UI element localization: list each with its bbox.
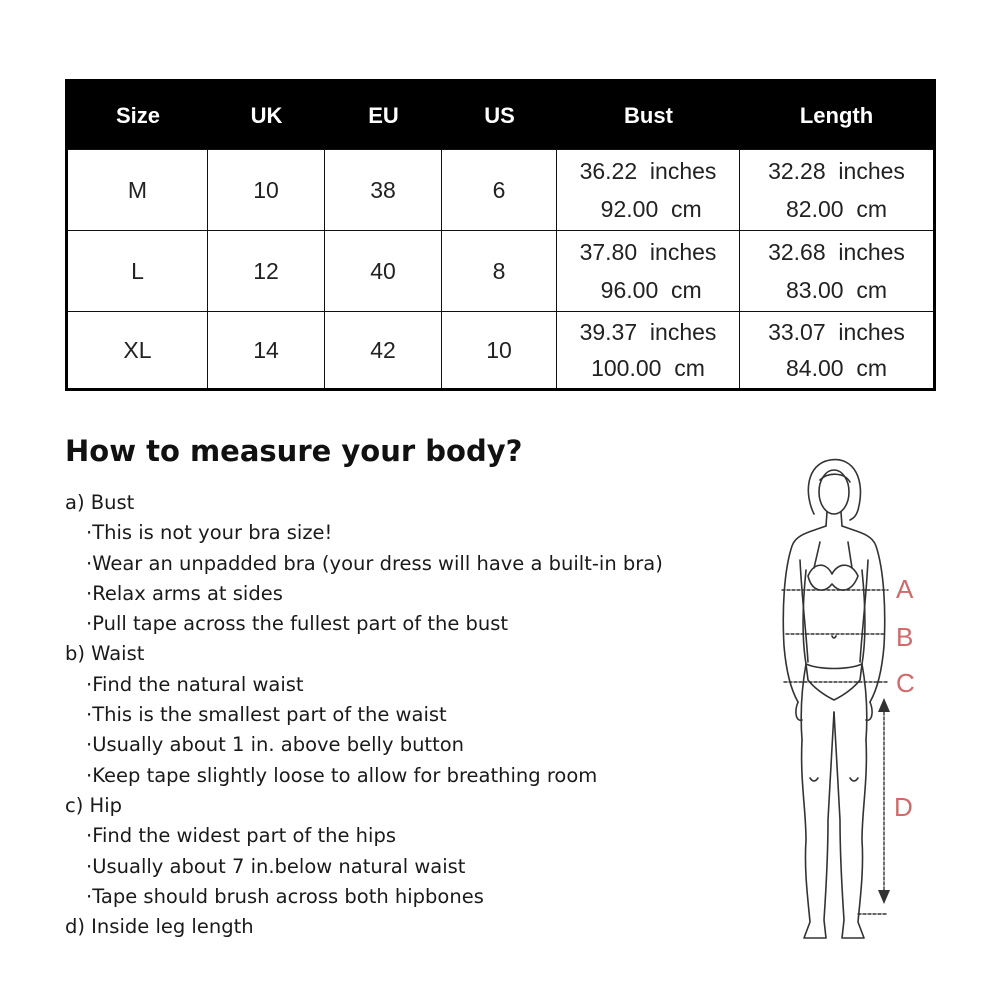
- cell-length: [740, 311, 933, 388]
- cell-eu: 42: [325, 311, 442, 388]
- cell-size: L: [68, 230, 208, 311]
- section-label-hip: c) Hip: [65, 793, 122, 817]
- header-eu: EU: [325, 82, 442, 149]
- measurement-lines: [782, 590, 888, 914]
- cell-bust: [557, 230, 740, 311]
- marker-d: D: [894, 792, 913, 822]
- bust-cm: 100.00 cm: [591, 354, 705, 381]
- guide-title: How to measure your body?: [65, 434, 523, 468]
- cell-bust: [557, 311, 740, 388]
- tip-item: ·Usually about 7 in.below natural waist: [86, 854, 466, 878]
- length-inches: 32.68 inches: [768, 238, 905, 265]
- bust-cm: 92.00 cm: [594, 195, 702, 222]
- marker-c: C: [896, 668, 915, 698]
- section-label-inside-leg: d) Inside leg length: [65, 915, 254, 939]
- length-inches: 32.28 inches: [768, 157, 905, 184]
- cell-length: [740, 149, 933, 230]
- tip-item: ·Pull tape across the fullest part of the bust: [86, 612, 509, 636]
- cell-eu: 40: [325, 230, 442, 311]
- tip-item: ·This is not your bra size!: [86, 521, 333, 545]
- cell-us: 8: [442, 230, 557, 311]
- tip-item: ·Usually about 1 in. above belly button: [86, 733, 465, 757]
- cell-size: M: [68, 149, 208, 230]
- header-us: US: [442, 82, 557, 149]
- cell-us: 6: [442, 149, 557, 230]
- bust-inches: 37.80 inches: [579, 238, 717, 265]
- tip-item: ·This is the smallest part of the waist: [86, 703, 447, 727]
- section-label-waist: b) Waist: [65, 642, 145, 666]
- marker-b: B: [896, 622, 914, 652]
- header-bust: Bust: [557, 82, 740, 149]
- cell-us: 10: [442, 311, 557, 388]
- inside-leg-arrow: [878, 698, 890, 904]
- cell-bust: [557, 149, 740, 230]
- tip-item: ·Tape should brush across both hipbones: [86, 884, 484, 908]
- body-measurement-figure: [762, 450, 942, 950]
- bust-inches: 36.22 inches: [579, 157, 717, 184]
- tip-item: ·Find the natural waist: [86, 672, 304, 696]
- tip-item: ·Wear an unpadded bra (your dress will have a built-in bra): [86, 551, 663, 575]
- header-uk: UK: [208, 82, 325, 149]
- header-length: Length: [740, 82, 933, 149]
- cell-size: XL: [68, 311, 208, 388]
- cell-uk: 10: [208, 149, 325, 230]
- bust-inches: 39.37 inches: [579, 318, 717, 345]
- length-cm: 84.00 cm: [786, 354, 887, 381]
- length-cm: 83.00 cm: [786, 276, 887, 303]
- cell-length: [740, 230, 933, 311]
- tip-item: ·Find the widest part of the hips: [86, 824, 396, 848]
- bust-cm: 96.00 cm: [594, 276, 702, 303]
- cell-eu: 38: [325, 149, 442, 230]
- length-cm: 82.00 cm: [786, 195, 887, 222]
- header-size: Size: [68, 82, 208, 149]
- length-inches: 33.07 inches: [768, 318, 905, 345]
- cell-uk: 12: [208, 230, 325, 311]
- body-outline: [783, 460, 884, 938]
- size-chart-table: [65, 79, 936, 391]
- measurement-instructions: [65, 488, 663, 942]
- marker-a: A: [896, 574, 914, 604]
- section-label-bust: a) Bust: [65, 491, 135, 514]
- cell-uk: 14: [208, 311, 325, 388]
- tip-item: ·Keep tape slightly loose to allow for breathing room: [86, 763, 598, 787]
- tip-item: ·Relax arms at sides: [86, 581, 283, 605]
